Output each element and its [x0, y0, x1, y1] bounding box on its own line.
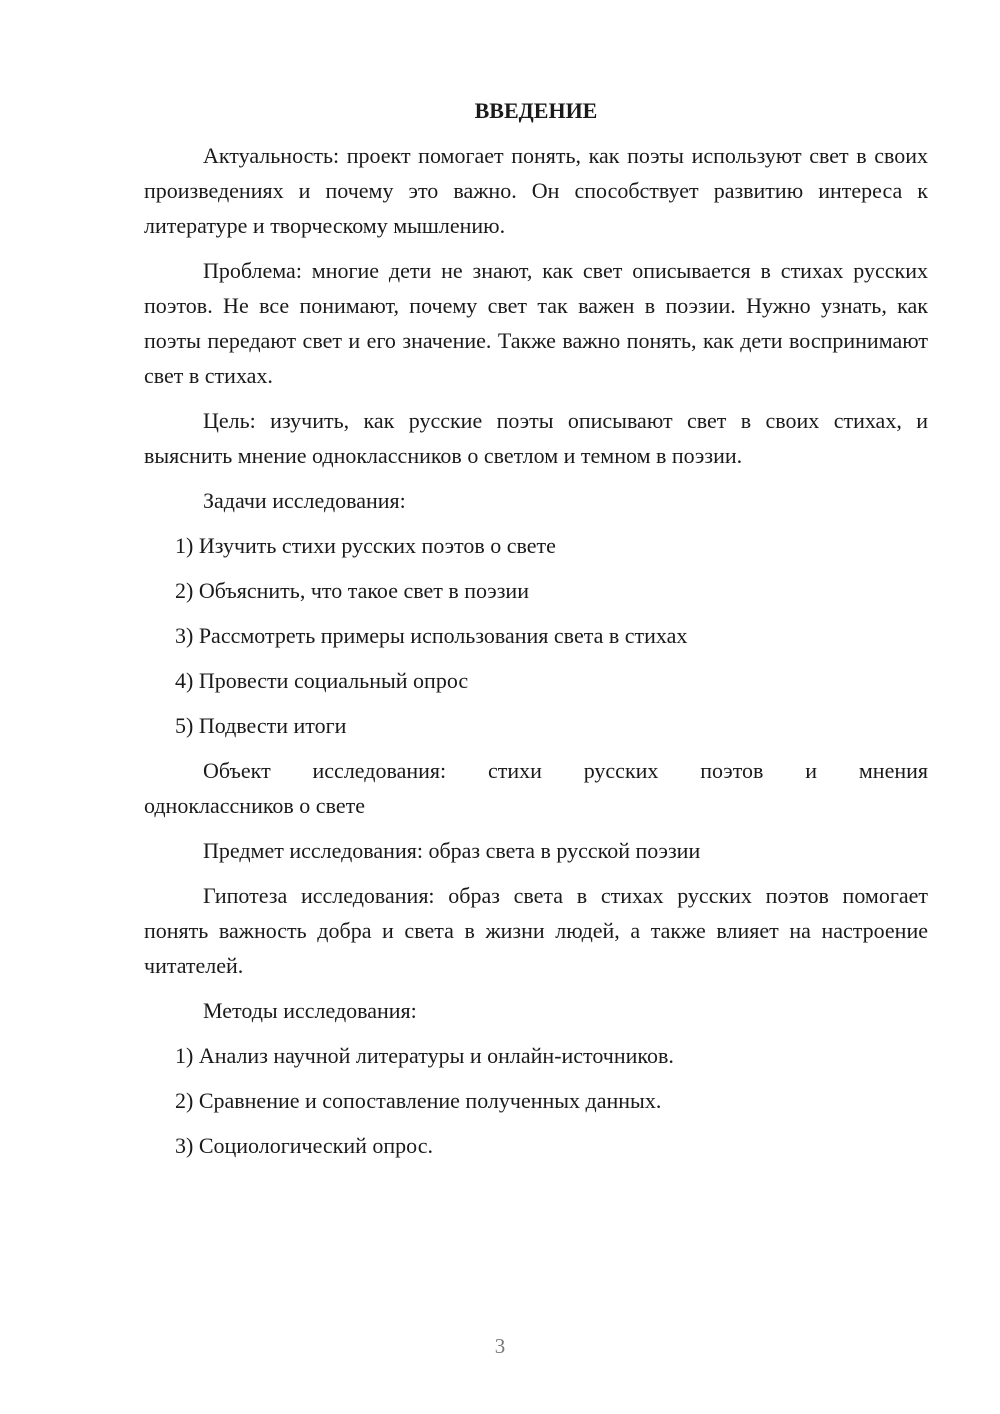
method-item: 1) Анализ научной литературы и онлайн-источников. [175, 1043, 674, 1068]
document-page [144, 93, 928, 1173]
object-paragraph [144, 753, 928, 823]
subject-paragraph: Предмет исследования: образ света в русской поэзии [203, 838, 701, 863]
relevance-paragraph: Актуальность: проект помогает понять, как поэты используют свет в своих произведениях и почему это важно. Он способствует развитию интереса к литературе и творческому мышлению. [144, 143, 928, 238]
problem-paragraph: Проблема: многие дети не знают, как свет описывается в стихах русских поэтов. Не все понимают, почему свет так важен в поэзии. Нужно узнать, как поэты передают свет и его значение. Также важно понять, как дети воспринимают свет в стихах. [144, 258, 928, 388]
tasks-heading: Задачи исследования: [203, 488, 406, 513]
task-item: 2) Объяснить, что такое свет в поэзии [175, 578, 529, 603]
goal-paragraph: Цель: изучить, как русские поэты описывают свет в своих стихах, и выяснить мнение одноклассников о светлом и темном в поэзии. [144, 408, 928, 468]
object-line-1: Объект исследования: стихи русских поэтов и мнения [203, 758, 928, 783]
method-item: 2) Сравнение и сопоставление полученных данных. [175, 1088, 662, 1113]
task-item: 5) Подвести итоги [175, 713, 347, 738]
methods-heading: Методы исследования: [203, 998, 417, 1023]
tasks-list [144, 528, 928, 743]
object-line-2: одноклассников о свете [144, 793, 365, 818]
task-item: 3) Рассмотреть примеры использования света в стихах [175, 623, 688, 648]
section-title: ВВЕДЕНИЕ [474, 98, 598, 123]
task-item: 4) Провести социальный опрос [175, 668, 469, 693]
task-item: 1) Изучить стихи русских поэтов о свете [175, 533, 556, 558]
hypothesis-paragraph: Гипотеза исследования: образ света в стихах русских поэтов помогает понять важность добра и света в жизни людей, а также влияет на настроение читателей. [144, 883, 928, 978]
page-number: 3 [494, 1334, 506, 1358]
methods-list [144, 1038, 928, 1163]
method-item: 3) Социологический опрос. [175, 1133, 433, 1158]
